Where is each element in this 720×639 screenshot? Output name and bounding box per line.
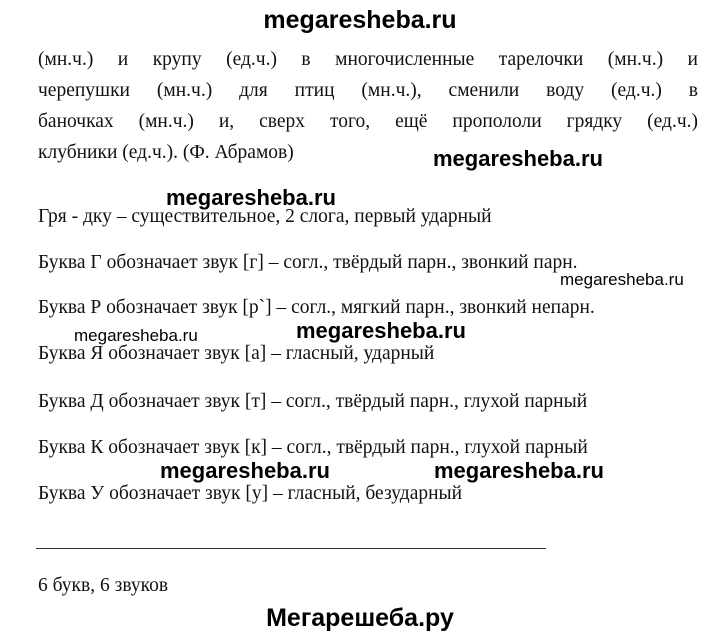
paragraph-line: (мн.ч.) и крупу (ед.ч.) в многочисленные тарелочки (мн.ч.) и <box>38 49 698 70</box>
paragraph-line: баночках (мн.ч.) и, сверх того, ещё пропололи грядку (ед.ч.) <box>38 111 698 132</box>
letter-analysis-line: Буква Г обозначает звук [г] – согл., твёрдый парн., звонкий парн. <box>38 252 578 273</box>
watermark-inline: megaresheba.ru <box>166 185 336 210</box>
paragraph-line: клубники (ед.ч.). (Ф. Абрамов) <box>38 142 294 163</box>
watermark-inline: megaresheba.ru <box>160 458 330 483</box>
watermark-bottom: Мегарешеба.ру <box>266 604 454 632</box>
paragraph-line: черепушки (мн.ч.) для птиц (мн.ч.), сменили воду (ед.ч.) в <box>38 80 698 101</box>
letter-analysis-line: Буква К обозначает звук [к] – согл., твёрдый парн., глухой парный <box>38 437 588 458</box>
summary-text: 6 букв, 6 звуков <box>38 575 169 596</box>
watermark-inline: megaresheba.ru <box>296 318 466 343</box>
syllable-analysis: Гря - дку – существительное, 2 слога, первый ударный <box>38 206 492 227</box>
watermark-small: megaresheba.ru <box>560 270 684 289</box>
divider-line <box>36 548 546 549</box>
watermark-inline: megaresheba.ru <box>433 146 603 171</box>
watermark-top: megaresheba.ru <box>263 6 457 34</box>
letter-analysis-line: Буква Р обозначает звук [р`] – согл., мягкий парн., звонкий непарн. <box>38 297 595 318</box>
watermark-inline: megaresheba.ru <box>434 458 604 483</box>
letter-analysis-line: Буква Д обозначает звук [т] – согл., твёрдый парн., глухой парный <box>38 391 588 412</box>
watermark-small: megaresheba.ru <box>74 326 198 345</box>
letter-analysis-line: Буква Я обозначает звук [а] – гласный, ударный <box>38 343 435 364</box>
letter-analysis-line: Буква У обозначает звук [у] – гласный, безударный <box>38 483 463 504</box>
